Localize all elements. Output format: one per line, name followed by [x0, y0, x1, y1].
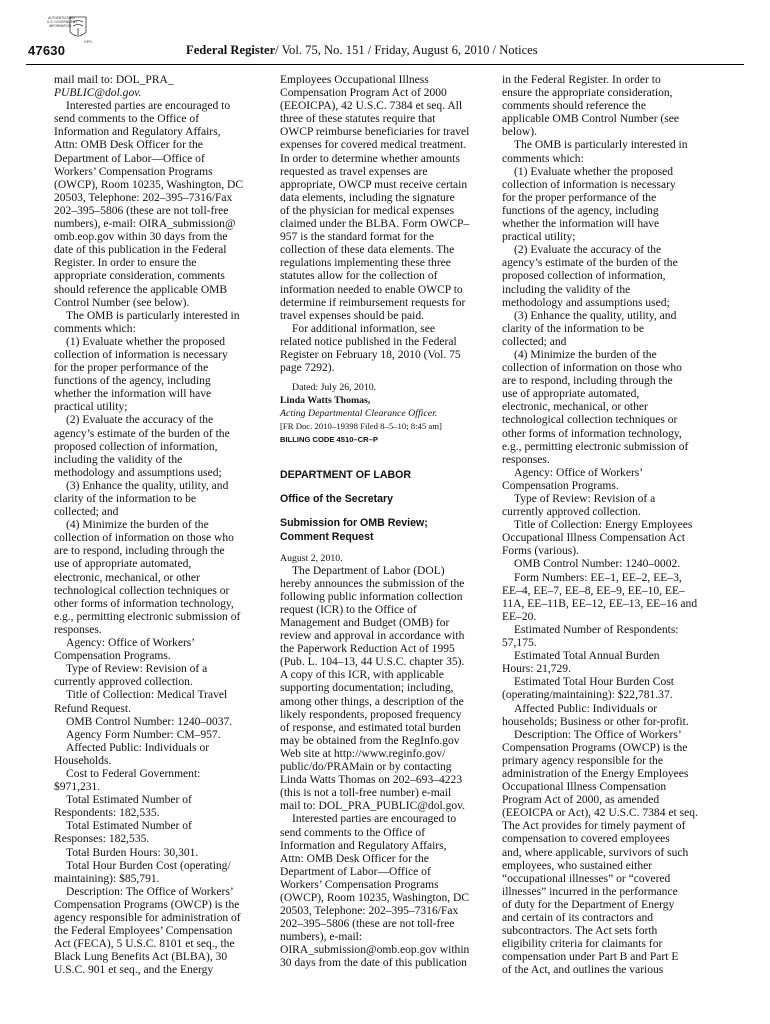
text-line: clarity of the information to be [502, 322, 645, 335]
text-line: electronic, mechanical, or other [502, 401, 648, 414]
notice-date: August 2, 2010. [280, 552, 343, 564]
text-line: are to respond, including through the [54, 545, 225, 558]
text-line: Agency: Office of Workers’ [66, 637, 196, 650]
text-line: households; Business or other for-profit. [502, 715, 689, 728]
signatory-title: Acting Departmental Clearance Officer. [280, 408, 438, 420]
text-line: of duty for the Department of Energy [502, 898, 675, 911]
text-line: Responses: 182,535. [54, 833, 150, 846]
text-line: (3) Enhance the quality, utility, and [514, 309, 677, 322]
text-line: data elements, including the signature [280, 191, 455, 204]
text-line: numbers), e-mail: OIRA_submission@ [54, 218, 236, 231]
text-line: Workers’ Compensation Programs [280, 878, 439, 891]
text-line: claimed under the BLBA. Form OWCP– [280, 218, 470, 231]
text-line: collection of information is necessary [502, 178, 676, 191]
text-line: Refund Request. [54, 702, 131, 715]
text-line: Management and Budget (OMB) for [280, 617, 450, 629]
text-line: administration of the Energy Employees [502, 767, 689, 780]
text-line: three of these statutes require that [280, 113, 436, 126]
text-line: The OMB is particularly interested in [514, 139, 688, 152]
text-line: Linda Watts Thomas on 202–693–4223 [280, 774, 463, 787]
department-heading: DEPARTMENT OF LABOR [280, 469, 412, 482]
text-line: (4) Minimize the burden of the [514, 348, 657, 361]
text-line: including the validity of the [54, 453, 183, 466]
text-line: (Pub. L. 104–13, 44 U.S.C. chapter 35). [280, 656, 465, 669]
text-line: of the Act, and outlines the various [502, 964, 664, 977]
text-line: likely respondents, proposed frequency [280, 708, 462, 721]
text-line: technological collection techniques or [54, 584, 230, 597]
text-line: OMB Control Number: 1240–0002. [514, 558, 681, 571]
text-line: (4) Minimize the burden of the [66, 519, 209, 532]
text-line: send comments to the Office of [54, 113, 200, 126]
text-line: (2) Evaluate the accuracy of the [514, 244, 662, 257]
text-line: requested as travel expenses are [280, 165, 428, 178]
text-line: the Federal Employees’ Compensation [54, 925, 233, 938]
text-line: applicable OMB Control Number (see [502, 113, 680, 126]
text-line: methodology and assumptions used; [54, 466, 222, 479]
text-line: are to respond, including through the [502, 375, 673, 388]
text-line: Register on February 18, 2010 (Vol. 75 [280, 348, 461, 361]
text-line: Type of Review: Revision of a [66, 663, 208, 676]
text-line: proposed collection of information, [54, 440, 218, 453]
text-line: following public information collection [280, 590, 463, 603]
text-line: functions of the agency, including [502, 204, 659, 217]
text-line: 20503, Telephone: 202–395–7316/Fax [54, 191, 233, 204]
text-line: Information and Regulatory Affairs, [280, 839, 447, 852]
text-line: Agency: Office of Workers’ [514, 466, 644, 479]
text-line: information needed to enable OWCP to [280, 283, 463, 296]
text-line: Compensation Programs. [502, 479, 619, 492]
text-line: (this is not a toll-free number) e-mail [280, 787, 452, 800]
text-line: subcontractors. The Act sets forth [502, 925, 658, 938]
text-line: 20503, Telephone: 202–395–7316/Fax [280, 905, 459, 918]
text-line: Compensation Programs (OWCP) is the [54, 898, 240, 911]
gpo-authentication-seal-icon [26, 14, 96, 44]
text-line: Form Numbers: EE–1, EE–2, EE–3, [514, 571, 682, 584]
text-line: practical utility; [54, 401, 128, 414]
text-line: Web site at http://www.reginfo.gov/ [280, 747, 446, 760]
page-number: 47630 [28, 43, 66, 58]
text-line: (operating/maintaining): $22,781.37. [502, 689, 673, 702]
text-line: send comments to the Office of [280, 826, 426, 839]
text-line: responses. [502, 453, 550, 466]
text-line: compensation to covered employees [502, 833, 670, 846]
text-line: Title of Collection: Medical Travel [66, 689, 228, 702]
text-line: Register. In order to ensure the [54, 257, 197, 270]
svg-text:INFORMATION: INFORMATION [49, 24, 72, 28]
text-line: Forms (various). [502, 545, 579, 558]
text-line: Interested parties are encouraged to [292, 813, 457, 826]
text-line: Total Hour Burden Cost (operating/ [66, 859, 231, 872]
text-line: employees, who sustained either [502, 859, 653, 872]
subject-heading-line-2: Comment Request [280, 530, 374, 543]
text-line: Estimated Total Annual Burden [514, 650, 660, 663]
text-line: Description: The Office of Workers’ [66, 885, 234, 898]
text-line: compensation under Part B and Part E [502, 951, 679, 964]
text-line: the Paperwork Reduction Act of 1995 [280, 643, 455, 656]
text-line: Households. [54, 754, 112, 767]
text-line: use of appropriate automated, [54, 558, 192, 571]
text-line: for the proper performance of the [502, 191, 657, 204]
text-line: Act (FECA), 5 U.S.C. 8101 et seq., the [54, 938, 235, 951]
text-line: for the proper performance of the [54, 362, 209, 375]
text-line: comments which: [502, 152, 584, 165]
text-line: (EEOICPA or Act), 42 U.S.C. 7384 et seq. [502, 807, 698, 820]
text-line: Department of Labor—Office of [54, 152, 205, 165]
text-line: ensure the appropriate consideration, [502, 87, 673, 100]
text-line: Description: The Office of Workers’ [514, 728, 682, 741]
text-line: agency responsible for administration of [54, 912, 241, 924]
text-line: review and approval in accordance with [280, 630, 465, 643]
text-line: (OWCP), Room 10235, Washington, DC [280, 891, 470, 904]
text-line: The OMB is particularly interested in [66, 309, 240, 322]
text-line: Black Lung Benefits Act (BLBA), 30 [54, 951, 228, 964]
text-line: methodology and assumptions used; [502, 296, 670, 309]
text-line: Information and Regulatory Affairs, [54, 126, 221, 139]
text-line: “occupational illnesses” or “covered [502, 872, 671, 885]
text-line: Interested parties are encouraged to [66, 100, 231, 113]
text-line: 202–395–5806 (these are not toll-free [54, 204, 229, 217]
text-line: technological collection techniques or [502, 414, 678, 427]
text-line: appropriate, OWCP must receive certain [280, 178, 468, 191]
header-rule [26, 64, 744, 65]
text-line: agency’s estimate of the burden of the [54, 427, 230, 440]
fr-doc-line: [FR Doc. 2010–19398 Filed 8–5–10; 8:45 am] [280, 421, 442, 432]
text-line: electronic, mechanical, or other [54, 571, 200, 584]
text-line: Occupational Illness Compensation Act [502, 532, 686, 545]
text-line: Affected Public: Individuals or [66, 741, 210, 754]
text-line: (2) Evaluate the accuracy of the [66, 414, 214, 427]
text-line: PUBLIC@dol.gov. [54, 87, 142, 100]
text-line: proposed collection of information, [502, 270, 666, 283]
text-line: comments should reference the [502, 100, 646, 113]
publication-name: Federal Register [186, 43, 276, 57]
issue-info: / Vol. 75, No. 151 / Friday, August 6, 2010 / Notices [275, 43, 538, 57]
running-head [186, 43, 538, 58]
text-line: In order to determine whether amounts [280, 152, 460, 165]
text-line: mail mail to: DOL_PRA_ [54, 74, 174, 86]
text-line: expenses for covered medical treatment. [280, 139, 467, 152]
text-line: whether the information will have [54, 388, 212, 401]
text-line: Compensation Program Act of 2000 [280, 87, 447, 100]
text-line: OMB Control Number: 1240–0037. [66, 715, 233, 728]
text-line: Total Estimated Number of [66, 820, 192, 833]
text-line: below). [502, 126, 537, 139]
page-header [26, 14, 746, 60]
text-line: clarity of the information to be [54, 493, 197, 505]
signature-date: Dated: July 26, 2010. [292, 382, 377, 394]
text-line: statutes allow for the collection of [280, 270, 438, 283]
text-line: The Department of Labor (DOL) [292, 564, 445, 577]
text-line: practical utility; [502, 231, 576, 244]
billing-code: BILLING CODE 4510–CR–P [280, 435, 378, 445]
svg-text:AUTHENTICATED: AUTHENTICATED [48, 16, 75, 20]
text-line: comments which: [54, 322, 136, 335]
text-line: Program Act of 2000, as amended [502, 794, 660, 807]
text-line: maintaining): $85,791. [54, 872, 160, 885]
column-2 [280, 74, 492, 971]
text-line: EE–20. [502, 610, 537, 623]
text-line: other forms of information technology, [502, 427, 682, 440]
text-line: in the Federal Register. In order to [502, 74, 661, 86]
text-line: Respondents: 182,535. [54, 807, 160, 820]
text-line: omb.eop.gov within 30 days from the [54, 231, 228, 244]
text-line: Employees Occupational Illness [280, 74, 429, 86]
text-line: Compensation Programs (OWCP) is the [502, 741, 688, 754]
text-line: 57,175. [502, 637, 537, 650]
text-line: illnesses” incurred in the performance [502, 885, 678, 898]
text-line: e.g., permitting electronic submission of [54, 610, 241, 623]
text-line: numbers), e-mail: [280, 931, 363, 944]
text-line: For additional information, see [292, 322, 436, 335]
svg-text:GPO: GPO [84, 40, 92, 44]
text-line: currently approved collection. [502, 506, 641, 519]
text-line: determine if reimbursement requests for [280, 296, 466, 309]
text-line: of response, and estimated total burden [280, 721, 461, 734]
text-line: (1) Evaluate whether the proposed [514, 165, 674, 178]
text-line: request (ICR) to the Office of [280, 603, 417, 616]
text-line: among other things, a description of the [280, 695, 464, 708]
text-line: EE–4, EE–7, EE–8, EE–9, EE–10, EE– [502, 584, 685, 597]
text-line: currently approved collection. [54, 676, 193, 689]
text-line: Agency Form Number: CM–957. [66, 728, 221, 741]
text-line: appropriate consideration, comments [54, 270, 225, 283]
text-line: public/do/PRAMain or by contacting [280, 761, 452, 774]
text-line: agency’s estimate of the burden of the [502, 257, 678, 270]
text-line: of the physician for medical expenses [280, 204, 455, 217]
text-line: supporting documentation; including, [280, 682, 454, 695]
text-line: page 7292). [280, 362, 335, 375]
text-line: including the validity of the [502, 283, 631, 296]
text-line: Compensation Programs. [54, 650, 171, 663]
text-line: regulations implementing these three [280, 257, 451, 270]
text-line: Control Number (see below). [54, 296, 190, 309]
signatory-name: Linda Watts Thomas, [280, 395, 371, 407]
text-line: Total Burden Hours: 30,301. [66, 846, 199, 859]
text-line: Attn: OMB Desk Officer for the [54, 139, 203, 152]
column-3 [502, 74, 714, 977]
text-line: collected; and [54, 506, 119, 519]
text-line: Attn: OMB Desk Officer for the [280, 852, 429, 865]
text-line: Hours: 21,729. [502, 663, 571, 676]
text-line: (3) Enhance the quality, utility, and [66, 479, 229, 492]
text-line: A copy of this ICR, with applicable [280, 669, 444, 682]
text-line: collection of these data elements. The [280, 244, 455, 257]
text-line: travel expenses should be paid. [280, 309, 424, 322]
text-line: and certain of its contractors and [502, 912, 654, 924]
text-line: Workers’ Compensation Programs [54, 165, 213, 178]
text-line: functions of the agency, including [54, 375, 211, 388]
text-line: 957 is the standard format for the [280, 231, 434, 244]
text-line: 30 days from the date of this publication [280, 957, 467, 970]
text-line: collected; and [502, 335, 567, 348]
text-line: may be obtained from the RegInfo.gov [280, 734, 460, 747]
text-line: (OWCP), Room 10235, Washington, DC [54, 178, 244, 191]
office-heading: Office of the Secretary [280, 493, 394, 506]
text-line: Cost to Federal Government: [66, 767, 201, 780]
text-line: collection of information on those who [502, 362, 682, 375]
text-line: e.g., permitting electronic submission of [502, 440, 689, 453]
text-line: responses. [54, 623, 102, 636]
text-line: Occupational Illness Compensation [502, 781, 667, 794]
text-line: (1) Evaluate whether the proposed [66, 335, 226, 348]
text-line: 202–395–5806 (these are not toll-free [280, 918, 455, 931]
text-line: Estimated Total Hour Burden Cost [514, 676, 674, 689]
text-line: Affected Public: Individuals or [514, 702, 658, 715]
text-line: OIRA_submission@omb.eop.gov within [280, 944, 470, 957]
text-line: date of this publication in the Federal [54, 244, 227, 257]
text-line: related notice published in the Federal [280, 335, 457, 348]
text-line: other forms of information technology, [54, 597, 234, 610]
text-line: eligibility criteria for claimants for [502, 938, 663, 951]
text-line: whether the information will have [502, 218, 660, 231]
text-line: (EEOICPA), 42 U.S.C. 7384 et seq. All [280, 100, 463, 113]
text-line: use of appropriate automated, [502, 388, 640, 401]
text-line: hereby announces the submission of the [280, 577, 465, 590]
text-line: Department of Labor—Office of [280, 865, 431, 878]
text-line: Total Estimated Number of [66, 794, 192, 807]
text-line: The Act provides for timely payment of [502, 820, 686, 833]
text-line: 11A, EE–11B, EE–12, EE–13, EE–16 and [502, 597, 698, 610]
column-1 [54, 74, 266, 977]
text-line: Title of Collection: Energy Employees [514, 519, 693, 532]
text-line: and, where applicable, survivors of such [502, 846, 689, 859]
text-line: collection of information is necessary [54, 348, 228, 361]
text-line: should reference the applicable OMB [54, 283, 228, 296]
text-line: OWCP reimburse beneficiaries for travel [280, 126, 470, 139]
text-line: Estimated Number of Respondents: [514, 623, 679, 636]
text-line: mail to: DOL_PRA_PUBLIC@dol.gov. [280, 800, 466, 813]
text-line: U.S.C. 901 et seq., and the Energy [54, 964, 214, 977]
text-line: collection of information on those who [54, 532, 234, 545]
text-line: primary agency responsible for the [502, 754, 663, 767]
text-line: Type of Review: Revision of a [514, 493, 656, 505]
subject-heading-line-1: Submission for OMB Review; [280, 517, 428, 530]
svg-text:U.S. GOVERNMENT: U.S. GOVERNMENT [47, 20, 78, 24]
text-line: $971,231. [54, 781, 101, 794]
